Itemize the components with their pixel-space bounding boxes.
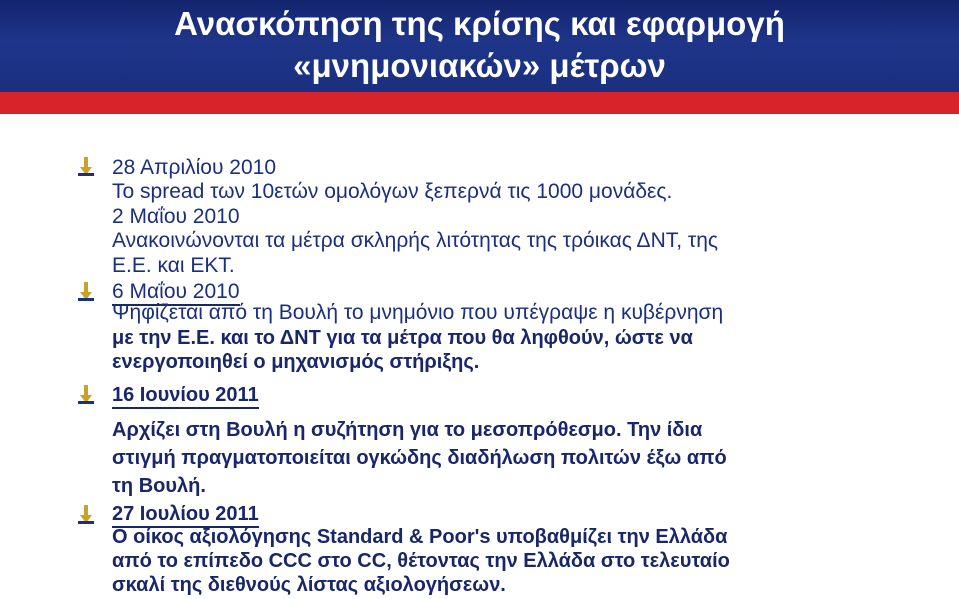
- item-2-line-1: Ψηφίζεται από τη Βουλή το μνημόνιο που υπέγραψε η κυβέρνηση: [112, 301, 724, 324]
- red-divider-stripe: [0, 92, 959, 114]
- item-4-line-1: Ο οίκος αξιολόγησης Standard & Poor's υποβαθμίζει την Ελλάδα: [112, 526, 728, 548]
- arrow-bullet-icon: [78, 384, 94, 404]
- arrow-bullet-icon: [78, 504, 94, 524]
- item-1-line-1: 28 Απριλίου 2010: [112, 156, 277, 179]
- item-3-line-2: στιγμή πραγματοποιείται ογκώδης διαδήλωση πολιτών έξω από: [112, 447, 727, 469]
- item-2-date-text: 6 Μαΐου 2010: [112, 280, 240, 306]
- arrow-bullet-icon: [78, 156, 94, 176]
- arrow-bullet-icon: [78, 281, 94, 301]
- item-4-line-2: από το επίπεδο CCC στο CC, θέτοντας την Ελλάδα στο τελευταίο: [112, 550, 730, 572]
- slide-title-line-1: Ανασκόπηση της κρίσης και εφαρμογή: [174, 5, 785, 42]
- item-4-date-text: 27 Ιουλίου 2011: [112, 503, 259, 528]
- item-3-line-1: Αρχίζει στη Βουλή η συζήτηση για το μεσοπρόθεσμο. Την ίδια: [112, 419, 703, 441]
- item-1-line-3: 2 Μαΐου 2010: [112, 205, 240, 228]
- item-1-line-5: Ε.Ε. και ΕΚΤ.: [112, 254, 235, 277]
- item-3-line-3: τη Βουλή.: [112, 475, 206, 497]
- item-3-date-text: 16 Ιουνίου 2011: [112, 384, 259, 409]
- title-banner: [0, 0, 959, 92]
- item-1-line-4: Ανακοινώνονται τα μέτρα σκληρής λιτότητας της τρόικας ΔΝΤ, της: [112, 229, 719, 252]
- item-3-date: [112, 383, 259, 407]
- item-4-line-3: σκαλί της διεθνούς λίστας αξιολογήσεων.: [112, 574, 506, 596]
- item-1-line-2: Το spread των 10ετών ομολόγων ξεπερνά τις 1000 μονάδες.: [112, 180, 673, 203]
- item-4-date: [112, 502, 259, 526]
- slide-title-line-2: «μνημονιακών» μέτρων: [293, 47, 666, 84]
- item-2-line-2: με την Ε.Ε. και το ΔΝΤ για τα μέτρα που θα ληφθούν, ώστε να: [112, 327, 693, 349]
- item-2-line-3: ενεργοποιηθεί ο μηχανισμός στήριξης.: [112, 351, 480, 373]
